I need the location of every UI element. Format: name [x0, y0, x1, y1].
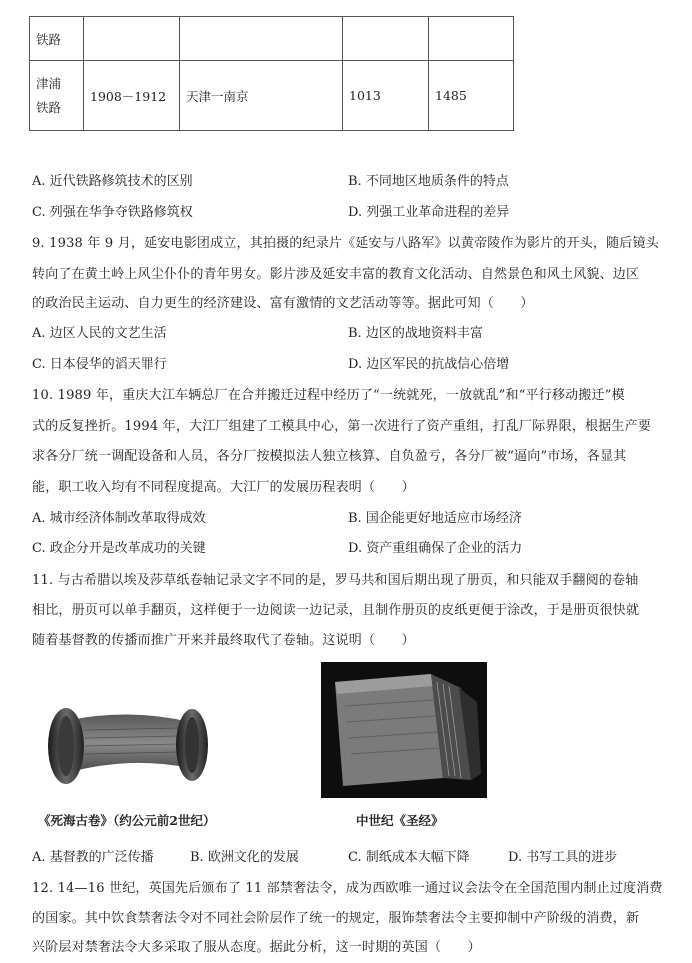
table-cell: 1485: [429, 61, 514, 131]
q11-option-a[interactable]: A. 基督教的广泛传播: [32, 850, 154, 865]
q10-stem-line: 式的反复挫折。1994 年，大江厂组建了工模具中心，第一次进行了资产重组，打乱厂际界限，根据生产要: [32, 419, 652, 434]
q12-stem-line: 兴阶层对禁奢法令大多采取了服从态度。据此分析，这一时期的英国（ ）: [32, 940, 481, 955]
q10-option-a[interactable]: A. 城市经济体制改革取得成效: [32, 511, 206, 526]
q9-stem-line: 的政治民主运动、自力更生的经济建设、富有激情的文艺活动等等。据此可知（ ）: [32, 296, 534, 311]
q10-stem-line: 能，职工收入均有不同程度提高。大江厂的发展历程表明（ ）: [32, 480, 415, 495]
q11-option-d[interactable]: D. 书写工具的进步: [508, 850, 618, 865]
q8-option-b[interactable]: B. 不同地区地质条件的特点: [348, 174, 509, 189]
table-cell: [84, 17, 180, 61]
table-cell: [429, 17, 514, 61]
caption-medieval-bible: 中世纪《圣经》: [356, 813, 444, 828]
q11-option-c[interactable]: C. 制纸成本大幅下降: [348, 850, 470, 865]
q10-option-c[interactable]: C. 政企分开是改革成功的关键: [32, 541, 206, 556]
table-row: [30, 61, 514, 131]
q9-stem-line: 转向了在黄土岭上风尘仆仆的青年男女。影片涉及延安丰富的教育文化活动、自然景色和风土风貌、边区: [32, 267, 640, 282]
q9-stem-line: 9. 1938 年 9 月，延安电影团成立，其拍摄的纪录片《延安与八路军》以黄帝陵作为影片的开头，随后镜头: [32, 236, 659, 251]
table-cell: [180, 17, 343, 61]
table-cell: 津浦 铁路: [30, 61, 84, 131]
dead-sea-scroll-image: [40, 690, 212, 794]
q9-option-b[interactable]: B. 边区的战地资料丰富: [348, 326, 483, 341]
q11-stem-line: 相比，册页可以单手翻页，这样便于一边阅读一边记录，且制作册页的皮纸更便于涂改，于是册页很快就: [32, 603, 640, 618]
table-cell: 铁路: [30, 17, 84, 61]
q11-stem-line: 11. 与古希腊以埃及莎草纸卷轴记录文字不同的是，罗马共和国后期出现了册页，和只能双手翻阅的卷轴: [32, 573, 639, 588]
q11-option-b[interactable]: B. 欧洲文化的发展: [190, 850, 299, 865]
table-cell: [343, 17, 429, 61]
table-row: [30, 17, 514, 61]
q8-option-c[interactable]: C. 列强在华争夺铁路修筑权: [32, 205, 193, 220]
q12-stem-line: 的国家。其中饮食禁奢法令对不同社会阶层作了统一的规定，服饰禁奢法令主要抑制中产阶级的消费，新: [32, 911, 640, 926]
q9-option-a[interactable]: A. 边区人民的文艺生活: [32, 326, 167, 341]
q8-option-a[interactable]: A. 近代铁路修筑技术的区别: [32, 174, 193, 189]
q12-stem-line: 12. 14—16 世纪，英国先后颁布了 11 部禁奢法令，成为西欧唯一通过议会法令在全国范围内制止过度消费: [32, 881, 663, 896]
q10-option-d[interactable]: D. 资产重组确保了企业的活力: [348, 541, 523, 556]
q10-option-b[interactable]: B. 国企能更好地适应市场经济: [348, 511, 522, 526]
medieval-bible-image: [321, 662, 487, 798]
q10-stem-line: 10. 1989 年，重庆大江车辆总厂在合并搬迁过程中经历了“一统就死，一放就乱”和“平行移动搬迁”模: [32, 388, 625, 403]
railway-table: [29, 16, 514, 131]
q9-option-c[interactable]: C. 日本侵华的滔天罪行: [32, 357, 167, 372]
table-cell: 天津一南京: [180, 61, 343, 131]
q9-option-d[interactable]: D. 边区军民的抗战信心倍增: [348, 357, 510, 372]
table-cell: 1908－1912: [84, 61, 180, 131]
q10-stem-line: 求各分厂统一调配设备和人员，各分厂按模拟法人独立核算、自负盈亏，各分厂被“逼向”市场，各显其: [32, 449, 627, 464]
caption-dead-sea-scroll: 《死海古卷》（约公元前2世纪）: [38, 813, 216, 828]
q11-stem-line: 随着基督教的传播而推广开来并最终取代了卷轴。这说明（ ）: [32, 633, 415, 648]
table-cell: 1013: [343, 61, 429, 131]
q8-option-d[interactable]: D. 列强工业革命进程的差异: [348, 205, 510, 220]
